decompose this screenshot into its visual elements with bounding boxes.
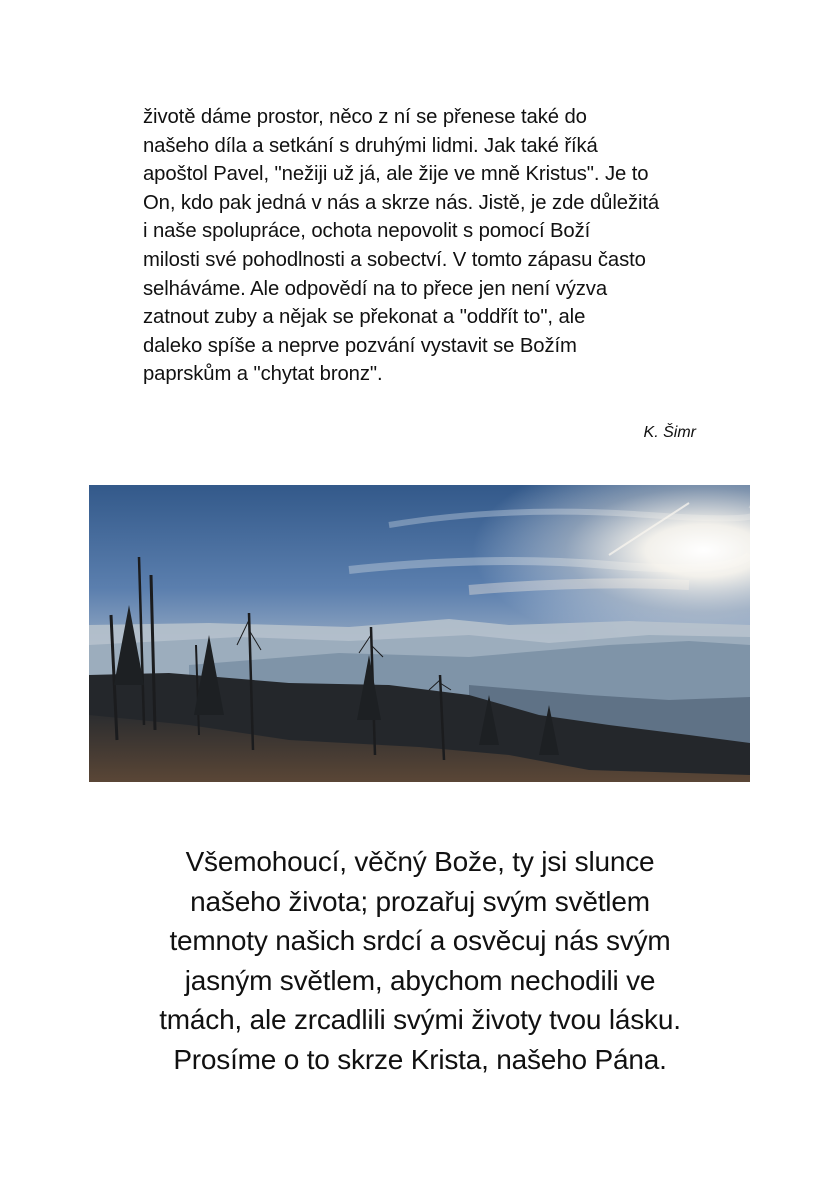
landscape-photo xyxy=(89,485,750,782)
prayer-line: Všemohoucí, věčný Bože, ty jsi slunce xyxy=(185,846,655,877)
prayer-line: jasným světlem, abychom nechodili ve xyxy=(184,964,656,996)
body-line: životě dáme prostor, něco z ní se přenese také do xyxy=(143,106,587,128)
body-line: našeho díla a setkání s druhými lidmi. Jak také říká xyxy=(143,134,598,157)
body-line: On, kdo pak jedná v nás a skrze nás. Jistě, je zde důležitá xyxy=(143,191,660,214)
body-line: apoštol Pavel, "nežiji už já, ale žije ve mně Kristus". Je to xyxy=(143,163,649,186)
body-line: zatnout zuby a nějak se překonat a "oddřít to", ale xyxy=(143,306,586,329)
prayer-line: temnoty našich srdcí a osvěcuj nás svým xyxy=(169,925,671,957)
author-signature: K. Šimr xyxy=(643,424,696,441)
prayer-text xyxy=(100,842,740,1080)
landscape-illustration xyxy=(89,485,750,782)
body-line: paprskům a "chytat bronz". xyxy=(143,363,383,386)
prayer-line: tmách, ale zrcadlili svými životy tvou lásku. xyxy=(159,1004,681,1036)
body-line: daleko spíše a neprve pozvání vystavit se Božím xyxy=(143,334,577,357)
prayer-line: našeho života; prozařuj svým světlem xyxy=(190,885,650,917)
body-line: i naše spolupráce, ochota nepovolit s pomocí Boží xyxy=(143,220,591,243)
body-paragraph xyxy=(143,103,703,389)
body-line: selháváme. Ale odpovědí na to přece jen není výzva xyxy=(143,277,608,300)
prayer-line: Prosíme o to skrze Krista, našeho Pána. xyxy=(173,1043,667,1075)
body-line: milosti své pohodlnosti a sobectví. V tomto zápasu často xyxy=(143,248,646,271)
